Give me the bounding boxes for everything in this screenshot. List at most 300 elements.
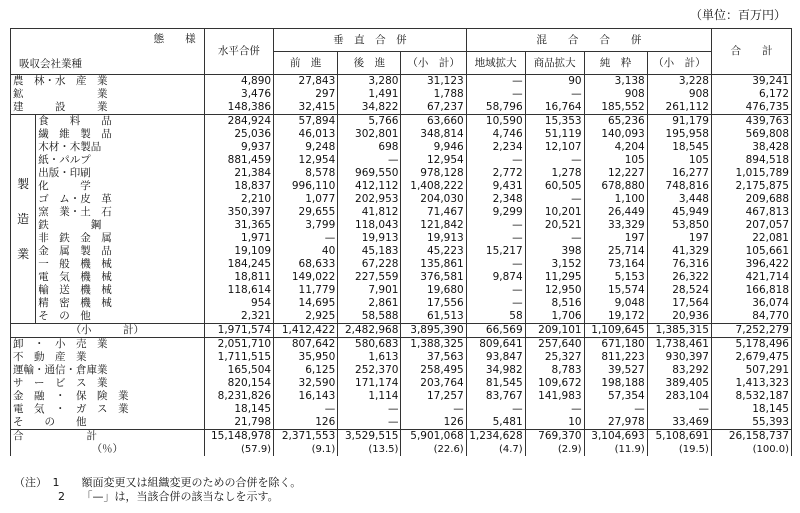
table-body: [11, 75, 792, 457]
value-cell: —: [466, 284, 525, 297]
value-cell: 1,788: [401, 88, 466, 101]
value-cell: 1,015,789: [711, 167, 791, 180]
value-cell: 171,174: [338, 377, 401, 390]
value-cell: 45,183: [338, 245, 401, 258]
value-cell: —: [525, 193, 584, 206]
value-cell: —: [274, 403, 338, 416]
footnote-1: （注） 1 額面変更又は組織変更のための合併を除く。: [14, 476, 302, 489]
value-cell: 2,175,875: [711, 180, 791, 193]
table-row: [11, 245, 792, 258]
value-cell: 302,801: [338, 128, 401, 141]
value-cell: 66,569: [466, 324, 525, 338]
row-label: サ ー ビ ス 業: [11, 377, 205, 390]
value-cell: 17,564: [647, 297, 711, 310]
value-cell: 93,847: [466, 351, 525, 364]
corner-bottom: 吸収会社業種: [19, 57, 82, 70]
value-cell: 389,405: [647, 377, 711, 390]
value-cell: 40: [274, 245, 338, 258]
value-cell: —: [338, 154, 401, 167]
value-cell: 1,100: [584, 193, 647, 206]
row-label: 出版・印刷: [36, 167, 204, 180]
table-row: [11, 88, 792, 101]
table-row: [11, 128, 792, 141]
value-cell: —: [525, 232, 584, 245]
value-cell: 185,552: [584, 101, 647, 115]
value-cell: (19.5): [647, 443, 711, 456]
value-cell: 26,449: [584, 206, 647, 219]
value-cell: 11,295: [525, 271, 584, 284]
row-label: 運輸・通信・倉庫業: [11, 364, 205, 377]
value-cell: 2,348: [466, 193, 525, 206]
value-cell: 297: [274, 88, 338, 101]
value-cell: 3,104,693: [584, 430, 647, 444]
section-char: 造: [17, 211, 30, 226]
value-cell: 53,850: [647, 219, 711, 232]
value-cell: 5,766: [338, 115, 401, 129]
table-row: [11, 258, 792, 271]
table-row: [11, 232, 792, 245]
value-cell: 1,109,645: [584, 324, 647, 338]
value-cell: 25,327: [525, 351, 584, 364]
value-cell: 27,978: [584, 416, 647, 430]
value-cell: 678,880: [584, 180, 647, 193]
table-row: [11, 377, 792, 390]
value-cell: 141,983: [525, 390, 584, 403]
value-cell: 76,316: [647, 258, 711, 271]
value-cell: —: [466, 297, 525, 310]
value-cell: 284,924: [204, 115, 273, 129]
value-cell: (22.6): [401, 443, 466, 456]
value-cell: 1,385,315: [647, 324, 711, 338]
value-cell: 3,895,390: [401, 324, 466, 338]
value-cell: 4,746: [466, 128, 525, 141]
col-backward: 後 進: [338, 52, 401, 75]
row-label: 窯 業・土 石: [36, 206, 204, 219]
value-cell: 8,516: [525, 297, 584, 310]
section-char: 業: [17, 246, 30, 261]
value-cell: 46,013: [274, 128, 338, 141]
value-cell: 67,237: [401, 101, 466, 115]
value-cell: 7,252,279: [711, 324, 791, 338]
col-horizontal: 水平合併: [204, 29, 273, 75]
value-cell: 29,655: [274, 206, 338, 219]
value-cell: 9,048: [584, 297, 647, 310]
table-row: [11, 115, 792, 129]
value-cell: 8,532,187: [711, 390, 791, 403]
row-label: 化 学: [36, 180, 204, 193]
value-cell: 51,119: [525, 128, 584, 141]
value-cell: —: [274, 232, 338, 245]
table-row: [11, 75, 792, 89]
value-cell: 65,236: [584, 115, 647, 129]
value-cell: 68,633: [274, 258, 338, 271]
value-cell: 2,861: [338, 297, 401, 310]
value-cell: 820,154: [204, 377, 273, 390]
table-row: [11, 271, 792, 284]
value-cell: 126: [401, 416, 466, 430]
table-row: [11, 390, 792, 403]
row-label: 鉱 業: [11, 88, 205, 101]
value-cell: 11,779: [274, 284, 338, 297]
col-pure: 純 粋: [584, 52, 647, 75]
value-cell: 439,763: [711, 115, 791, 129]
value-cell: 41,329: [647, 245, 711, 258]
value-cell: 8,578: [274, 167, 338, 180]
value-cell: 32,590: [274, 377, 338, 390]
value-cell: 2,321: [204, 310, 273, 324]
value-cell: 350,397: [204, 206, 273, 219]
row-label: 鉄 鋼: [36, 219, 204, 232]
value-cell: 81,545: [466, 377, 525, 390]
row-label: 卸 ・ 小 売 業: [11, 338, 205, 352]
row-label: 農 林・水 産 業: [11, 75, 205, 89]
value-cell: 9,937: [204, 141, 273, 154]
row-label: 電 気 ・ ガ ス 業: [11, 403, 205, 416]
value-cell: 207,057: [711, 219, 791, 232]
value-cell: 2,051,710: [204, 338, 273, 352]
value-cell: —: [466, 219, 525, 232]
value-cell: 31,123: [401, 75, 466, 89]
value-cell: 28,524: [647, 284, 711, 297]
value-cell: —: [466, 75, 525, 89]
row-label: 食 料 品: [36, 115, 204, 129]
value-cell: 671,180: [584, 338, 647, 352]
value-cell: 1,114: [338, 390, 401, 403]
value-cell: 26,158,737: [711, 430, 791, 444]
value-cell: 58,588: [338, 310, 401, 324]
value-cell: 58,796: [466, 101, 525, 115]
value-cell: 14,695: [274, 297, 338, 310]
col-forward: 前 進: [274, 52, 338, 75]
value-cell: 22,081: [711, 232, 791, 245]
value-cell: 57,354: [584, 390, 647, 403]
value-cell: 18,837: [204, 180, 273, 193]
value-cell: 6,172: [711, 88, 791, 101]
table-row: [11, 443, 792, 456]
value-cell: 20,936: [647, 310, 711, 324]
value-cell: 2,234: [466, 141, 525, 154]
value-cell: 421,714: [711, 271, 791, 284]
value-cell: 105: [647, 154, 711, 167]
row-label: 繊 維 製 品: [36, 128, 204, 141]
table-row: [11, 310, 792, 324]
section-manufacturing: [11, 115, 36, 324]
value-cell: —: [525, 154, 584, 167]
value-cell: 969,550: [338, 167, 401, 180]
table-row: [11, 219, 792, 232]
value-cell: 18,145: [204, 403, 273, 416]
value-cell: 19,913: [401, 232, 466, 245]
value-cell: 21,384: [204, 167, 273, 180]
value-cell: 195,958: [647, 128, 711, 141]
table-row: [11, 193, 792, 206]
table-row: [11, 416, 792, 430]
value-cell: 149,022: [274, 271, 338, 284]
value-cell: 31,365: [204, 219, 273, 232]
value-cell: 209,101: [525, 324, 584, 338]
value-cell: 16,764: [525, 101, 584, 115]
value-cell: 1,711,515: [204, 351, 273, 364]
value-cell: 109,672: [525, 377, 584, 390]
table-row: [11, 324, 792, 338]
value-cell: 71,467: [401, 206, 466, 219]
value-cell: 37,563: [401, 351, 466, 364]
table-row: [11, 167, 792, 180]
value-cell: 25,036: [204, 128, 273, 141]
value-cell: 7,901: [338, 284, 401, 297]
value-cell: —: [584, 403, 647, 416]
row-label: （％）: [11, 443, 205, 456]
value-cell: 9,299: [466, 206, 525, 219]
value-cell: 978,128: [401, 167, 466, 180]
value-cell: —: [525, 88, 584, 101]
value-cell: 197: [647, 232, 711, 245]
col-mixed-subtotal: （小 計）: [647, 52, 711, 75]
table-row: [11, 430, 792, 444]
value-cell: 118,614: [204, 284, 273, 297]
value-cell: (4.7): [466, 443, 525, 456]
value-cell: 118,043: [338, 219, 401, 232]
value-cell: 17,556: [401, 297, 466, 310]
value-cell: 258,495: [401, 364, 466, 377]
value-cell: 809,641: [466, 338, 525, 352]
value-cell: 1,971: [204, 232, 273, 245]
value-cell: 811,223: [584, 351, 647, 364]
row-label: 一 般 機 械: [36, 258, 204, 271]
value-cell: (100.0): [711, 443, 791, 456]
value-cell: 396,422: [711, 258, 791, 271]
value-cell: 19,913: [338, 232, 401, 245]
value-cell: 930,397: [647, 351, 711, 364]
merger-table: [10, 28, 792, 456]
value-cell: 283,104: [647, 390, 711, 403]
value-cell: 121,842: [401, 219, 466, 232]
value-cell: 105: [584, 154, 647, 167]
value-cell: 38,428: [711, 141, 791, 154]
value-cell: 15,148,978: [204, 430, 273, 444]
corner-top: 態 様: [153, 32, 196, 45]
value-cell: 1,388,325: [401, 338, 466, 352]
value-cell: 16,277: [647, 167, 711, 180]
value-cell: 881,459: [204, 154, 273, 167]
row-label: 金 融 ・ 保 険 業: [11, 390, 205, 403]
value-cell: 748,816: [647, 180, 711, 193]
value-cell: 9,431: [466, 180, 525, 193]
value-cell: 41,812: [338, 206, 401, 219]
value-cell: 105,661: [711, 245, 791, 258]
value-cell: —: [466, 258, 525, 271]
row-label: 不 動 産 業: [11, 351, 205, 364]
row-label: 紙・パルプ: [36, 154, 204, 167]
value-cell: 1,408,222: [401, 180, 466, 193]
value-cell: 5,108,691: [647, 430, 711, 444]
value-cell: 84,770: [711, 310, 791, 324]
value-cell: 12,107: [525, 141, 584, 154]
value-cell: 1,413,323: [711, 377, 791, 390]
value-cell: 2,679,475: [711, 351, 791, 364]
value-cell: —: [466, 232, 525, 245]
value-cell: 3,228: [647, 75, 711, 89]
value-cell: 698: [338, 141, 401, 154]
value-cell: —: [525, 403, 584, 416]
value-cell: 348,814: [401, 128, 466, 141]
value-cell: 17,257: [401, 390, 466, 403]
value-cell: 5,901,068: [401, 430, 466, 444]
value-cell: 4,204: [584, 141, 647, 154]
value-cell: 204,030: [401, 193, 466, 206]
value-cell: 39,241: [711, 75, 791, 89]
value-cell: 15,574: [584, 284, 647, 297]
value-cell: 6,125: [274, 364, 338, 377]
value-cell: 83,767: [466, 390, 525, 403]
value-cell: 376,581: [401, 271, 466, 284]
value-cell: 18,545: [647, 141, 711, 154]
value-cell: 807,642: [274, 338, 338, 352]
value-cell: 166,818: [711, 284, 791, 297]
table-row: [11, 338, 792, 352]
value-cell: 198,188: [584, 377, 647, 390]
value-cell: 2,925: [274, 310, 338, 324]
table-row: [11, 154, 792, 167]
value-cell: 15,217: [466, 245, 525, 258]
value-cell: 15,353: [525, 115, 584, 129]
value-cell: 8,783: [525, 364, 584, 377]
value-cell: 16,143: [274, 390, 338, 403]
value-cell: 580,683: [338, 338, 401, 352]
value-cell: 507,291: [711, 364, 791, 377]
value-cell: 12,954: [274, 154, 338, 167]
value-cell: 184,245: [204, 258, 273, 271]
value-cell: 34,822: [338, 101, 401, 115]
value-cell: 165,504: [204, 364, 273, 377]
value-cell: 45,223: [401, 245, 466, 258]
value-cell: 1,234,628: [466, 430, 525, 444]
value-cell: 261,112: [647, 101, 711, 115]
table-row: [11, 206, 792, 219]
row-label: 木材・木製品: [36, 141, 204, 154]
value-cell: (11.9): [584, 443, 647, 456]
value-cell: 398: [525, 245, 584, 258]
value-cell: —: [466, 88, 525, 101]
value-cell: 412,112: [338, 180, 401, 193]
value-cell: 3,476: [204, 88, 273, 101]
value-cell: 476,735: [711, 101, 791, 115]
value-cell: 3,529,515: [338, 430, 401, 444]
value-cell: 18,145: [711, 403, 791, 416]
value-cell: —: [338, 403, 401, 416]
value-cell: —: [647, 403, 711, 416]
value-cell: 5,153: [584, 271, 647, 284]
value-cell: 148,386: [204, 101, 273, 115]
row-label: そ の 他: [11, 416, 205, 430]
row-label: 建 設 業: [11, 101, 205, 115]
value-cell: 1,278: [525, 167, 584, 180]
value-cell: 9,946: [401, 141, 466, 154]
value-cell: 1,613: [338, 351, 401, 364]
row-label: 精 密 機 械: [36, 297, 204, 310]
value-cell: 55,393: [711, 416, 791, 430]
section-char: 製: [17, 176, 30, 191]
value-cell: 91,179: [647, 115, 711, 129]
value-cell: 61,513: [401, 310, 466, 324]
col-regional: 地域拡大: [466, 52, 525, 75]
table-row: [11, 284, 792, 297]
value-cell: 908: [584, 88, 647, 101]
value-cell: 2,482,968: [338, 324, 401, 338]
value-cell: 1,077: [274, 193, 338, 206]
value-cell: 1,491: [338, 88, 401, 101]
col-product: 商品拡大: [525, 52, 584, 75]
value-cell: 36,074: [711, 297, 791, 310]
value-cell: (13.5): [338, 443, 401, 456]
value-cell: 5,178,496: [711, 338, 791, 352]
value-cell: 209,688: [711, 193, 791, 206]
value-cell: (2.9): [525, 443, 584, 456]
table-row: [11, 351, 792, 364]
table-row: [11, 180, 792, 193]
value-cell: 21,798: [204, 416, 273, 430]
value-cell: 1,738,461: [647, 338, 711, 352]
value-cell: 18,811: [204, 271, 273, 284]
unit-label: （単位：百万円）: [689, 8, 786, 22]
value-cell: 5,481: [466, 416, 525, 430]
value-cell: 140,093: [584, 128, 647, 141]
value-cell: 20,521: [525, 219, 584, 232]
value-cell: 32,415: [274, 101, 338, 115]
value-cell: 12,954: [401, 154, 466, 167]
value-cell: 25,714: [584, 245, 647, 258]
value-cell: 252,370: [338, 364, 401, 377]
col-mixed: 混 合 合 併: [466, 29, 711, 52]
value-cell: 996,110: [274, 180, 338, 193]
value-cell: —: [466, 403, 525, 416]
value-cell: 202,953: [338, 193, 401, 206]
value-cell: 27,843: [274, 75, 338, 89]
value-cell: 569,808: [711, 128, 791, 141]
value-cell: 4,890: [204, 75, 273, 89]
value-cell: 2,371,553: [274, 430, 338, 444]
row-label: 合 計: [11, 430, 205, 444]
table-row: [11, 297, 792, 310]
value-cell: 12,950: [525, 284, 584, 297]
value-cell: 3,280: [338, 75, 401, 89]
row-label: そ の 他: [36, 310, 204, 324]
col-total: 合 計: [711, 29, 791, 75]
value-cell: 8,231,826: [204, 390, 273, 403]
value-cell: 1,971,574: [204, 324, 273, 338]
footnote-2: 2 「—」は，当該合併の該当なしを示す。: [14, 490, 279, 503]
value-cell: 58: [466, 310, 525, 324]
value-cell: (9.1): [274, 443, 338, 456]
row-label: 金 属 製 品: [36, 245, 204, 258]
value-cell: 227,559: [338, 271, 401, 284]
value-cell: 3,152: [525, 258, 584, 271]
value-cell: 63,660: [401, 115, 466, 129]
value-cell: 769,370: [525, 430, 584, 444]
value-cell: 19,109: [204, 245, 273, 258]
value-cell: 10: [525, 416, 584, 430]
value-cell: —: [338, 416, 401, 430]
value-cell: 34,982: [466, 364, 525, 377]
value-cell: 3,799: [274, 219, 338, 232]
table-row: [11, 101, 792, 115]
value-cell: 9,248: [274, 141, 338, 154]
value-cell: 33,469: [647, 416, 711, 430]
row-label: 輸 送 機 械: [36, 284, 204, 297]
value-cell: (57.9): [204, 443, 273, 456]
row-label: 電 気 機 械: [36, 271, 204, 284]
value-cell: 203,764: [401, 377, 466, 390]
